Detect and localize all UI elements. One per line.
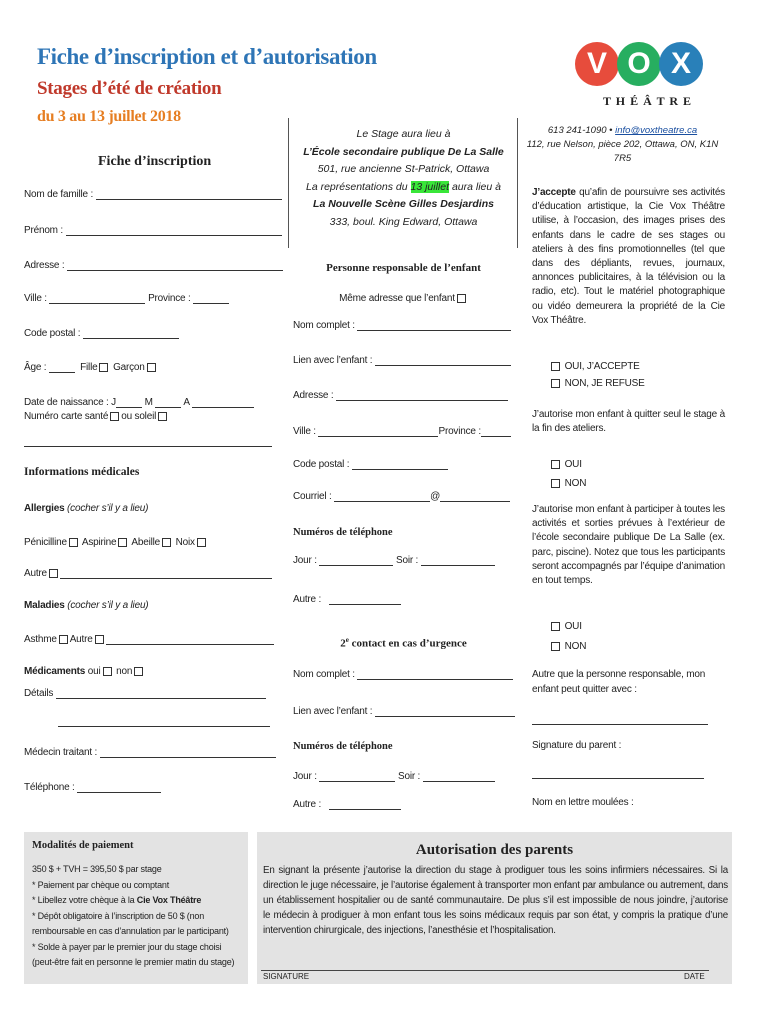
allergies-autre-row	[24, 568, 272, 579]
oui-accepte-checkbox[interactable]	[551, 362, 560, 371]
urg-jour-label: Jour :	[293, 771, 317, 782]
venue-theatre: La Nouvelle Scène Gilles Desjardins	[313, 198, 494, 210]
quitter-seul-options	[549, 455, 586, 493]
urgence-num: 2	[340, 637, 346, 650]
payment-line-cheque	[32, 893, 244, 909]
sorties-non-option	[549, 637, 586, 657]
medecin-field[interactable]	[100, 747, 276, 758]
resp-nom-field[interactable]	[357, 320, 511, 331]
non-refuse-label: NON, JE REFUSE	[564, 378, 645, 389]
venue-show-line	[290, 179, 517, 197]
carte-sante-checkbox[interactable]	[110, 412, 119, 421]
payment-details	[32, 862, 244, 971]
venue-show-a: La représentations du	[306, 180, 411, 193]
nom-famille-row	[24, 189, 282, 200]
accepte-body: qu’afin de poursuivre ses activités d’éducation artistique, la Cie Vox Théâtre utilise, à l’occasion, des images prises des enfants dans le cadre de ses stages ou ateliers à des fins promotionnelles (tel que dans des dépliants, revues, journaux, annonces publicitaires, à la télévision ou la radio, etc). Tout le matériel photographique ou vidéo demeurera la propriété de la Cie Vox Théâtre.	[532, 187, 725, 326]
resp-autre-tel-row	[293, 594, 401, 605]
sorties-non-checkbox[interactable]	[551, 642, 560, 651]
resp-nom-row	[293, 320, 511, 331]
telephone-field[interactable]	[77, 782, 161, 793]
medicaments-non-checkbox[interactable]	[134, 667, 143, 676]
naissance-row	[24, 397, 254, 408]
age-label: Âge :	[24, 362, 47, 373]
nom-famille-label: Nom de famille :	[24, 189, 94, 200]
sorties-oui-checkbox[interactable]	[551, 622, 560, 631]
resp-nom-label: Nom complet :	[293, 320, 355, 331]
quitter-oui-checkbox[interactable]	[551, 460, 560, 469]
resp-ville-row	[293, 426, 511, 437]
adresse-row	[24, 260, 283, 271]
resp-autre-label: Autre :	[293, 594, 322, 605]
carte-sante-field[interactable]	[24, 436, 272, 447]
resp-jour-field[interactable]	[319, 555, 393, 566]
allergies-autre-field[interactable]	[60, 568, 272, 579]
allergies-autre-checkbox[interactable]	[49, 569, 58, 578]
venue-show-date: 13 juillet	[410, 180, 450, 193]
at-sign: @	[430, 491, 441, 502]
venue-divider	[288, 118, 289, 248]
resp-lien-field[interactable]	[375, 355, 511, 366]
authorization-signature-line[interactable]	[261, 970, 709, 971]
urgence-heading	[290, 636, 517, 650]
resp-tel-row	[293, 555, 495, 566]
ville-label: Ville :	[24, 293, 47, 304]
urg-jour-field[interactable]	[319, 771, 395, 782]
nom-famille-field[interactable]	[96, 189, 282, 200]
quitter-non-checkbox[interactable]	[551, 479, 560, 488]
payment-box	[24, 832, 248, 984]
abeille-label: Abeille	[131, 537, 161, 548]
naissance-mois-label: M	[144, 397, 153, 408]
urg-autre-tel-row	[293, 799, 401, 810]
urg-lien-field[interactable]	[375, 706, 515, 717]
urg-autre-label: Autre :	[293, 799, 322, 810]
authorization-signature-label: SIGNATURE	[263, 972, 310, 981]
maladies-autre-label: Autre	[69, 634, 93, 645]
resp-jour-label: Jour :	[293, 555, 317, 566]
urg-tel-heading: Numéros de téléphone	[293, 741, 393, 752]
resp-courriel-label: Courriel :	[293, 491, 332, 502]
signature-parent-field[interactable]	[532, 768, 704, 779]
ville-field[interactable]	[49, 293, 145, 304]
resp-lien-row	[293, 355, 511, 366]
address: 112, rue Nelson, pièce 202, Ottawa, ON, K1N 7R5	[526, 139, 719, 164]
details-label: Détails	[24, 688, 54, 699]
prenom-field[interactable]	[66, 225, 282, 236]
phone: 613 241-1090 •	[547, 125, 616, 136]
maladies-autre-checkbox[interactable]	[95, 635, 104, 644]
payment-line-deposit: * Dépôt obligatoire à l’inscription de 50 $ (non remboursable en cas d’annulation par le participant)	[32, 910, 229, 936]
medicaments-non-label: non	[116, 666, 133, 677]
autre-personne-field[interactable]	[532, 714, 708, 725]
payment-cheque-a: * Libellez votre chèque à la	[32, 895, 137, 905]
sorties-oui-label: OUI	[564, 621, 582, 632]
medicaments-oui-label: oui	[87, 666, 101, 677]
details-row	[24, 688, 266, 699]
prenom-label: Prénom :	[24, 225, 63, 236]
resp-courriel-domain-field[interactable]	[440, 491, 510, 502]
authorization-text: En signant la présente j’autorise la direction du stage à prodiguer tous les soins infirmiers nécessaires. Si la direction le juge nécessaire, je l’autorise également à transporter mon enfant par ambulance ou autrement, dans un établissement hospitalier ou de santé communautaire. De plus s’il est impossible de nous joindre, j’autorise le médecin à prodiguer à mon enfant tous les soins médicaux requis par son état, y compris la pratique d’une intervention chirurgicale, des injections, l’anesthésie et l’hospitalisation.	[263, 865, 728, 936]
logo-subtitle: T H É Â T R E	[603, 94, 693, 108]
resp-soir-label: Soir :	[396, 555, 419, 566]
medicaments-row	[24, 666, 145, 677]
resp-courriel-field[interactable]	[334, 491, 430, 502]
resp-ville-field[interactable]	[318, 426, 438, 437]
oui-accepte-option	[549, 358, 645, 375]
resp-ville-label: Ville :	[293, 426, 316, 437]
venue-divider-right	[517, 118, 518, 248]
venue-address: 501, rue ancienne St-Patrick, Ottawa	[317, 163, 490, 175]
urg-lien-label: Lien avec l’enfant :	[293, 706, 373, 717]
oui-accepte-label: OUI, J’ACCEPTE	[564, 361, 640, 372]
urg-soir-label: Soir :	[398, 771, 421, 782]
meme-adresse-row	[290, 293, 517, 304]
venue-show-c: aura lieu à	[449, 180, 501, 193]
asthme-label: Asthme	[24, 634, 57, 645]
autre-personne-row	[532, 714, 708, 725]
fille-label: Fille	[80, 362, 98, 373]
medicaments-label: Médicaments	[24, 666, 86, 677]
quitter-oui-label: OUI	[564, 459, 582, 470]
sorties-options	[549, 617, 586, 657]
sorties-oui-option	[549, 617, 586, 637]
venue-line: Le Stage aura lieu à	[356, 128, 451, 140]
naissance-label: Date de naissance : J	[24, 397, 116, 408]
resp-soir-field[interactable]	[421, 555, 495, 566]
logo-x: X	[659, 42, 703, 86]
telephone-row	[24, 782, 161, 793]
medecin-row	[24, 747, 276, 758]
code-postal-label: Code postal :	[24, 328, 81, 339]
maladies-hint: (cocher s’il y a lieu)	[67, 600, 149, 611]
naissance-annee-field[interactable]	[192, 397, 254, 408]
maladies-autre-field[interactable]	[106, 634, 274, 645]
abeille-checkbox[interactable]	[162, 538, 171, 547]
naissance-annee-label: A	[183, 397, 190, 408]
carte-sante-label: Numéro carte santé	[24, 411, 109, 422]
noix-label: Noix	[175, 537, 195, 548]
logo-o: O	[617, 42, 661, 86]
resp-autre-field[interactable]	[329, 594, 401, 605]
maladies-label: Maladies	[24, 600, 65, 611]
authorization-box	[257, 832, 732, 984]
venue-school: L’École secondaire publique De La Salle	[303, 145, 504, 158]
soleil-checkbox[interactable]	[158, 412, 167, 421]
inscription-heading: Fiche d’inscription	[98, 154, 212, 169]
aspirine-label: Aspirine	[81, 537, 117, 548]
code-postal-row	[24, 328, 179, 339]
contact-info	[525, 124, 720, 166]
adresse-field[interactable]	[67, 260, 283, 271]
prenom-row	[24, 225, 282, 236]
payment-line-balance: * Solde à payer par le premier jour du stage choisi (peut-être fait en personne le premier matin du stage)	[32, 941, 235, 967]
noix-checkbox[interactable]	[197, 538, 206, 547]
resp-code-field[interactable]	[352, 459, 448, 470]
logo-v: V	[575, 42, 619, 86]
allergies-options	[24, 537, 208, 548]
carte-sante-row	[24, 411, 169, 422]
details-row-2	[58, 716, 270, 727]
accepte-bold: J’accepte	[532, 187, 576, 198]
vox-logo	[573, 36, 723, 116]
authorization-heading: Autorisation des parents	[415, 842, 574, 858]
resp-adresse-row	[293, 390, 508, 401]
medical-heading: Informations médicales	[24, 466, 140, 478]
resp-adresse-field[interactable]	[336, 390, 508, 401]
form-subtitle: Stages d’été de création	[37, 78, 222, 99]
resp-adresse-label: Adresse :	[293, 390, 334, 401]
quitter-non-label: NON	[564, 478, 587, 489]
asthme-checkbox[interactable]	[59, 635, 68, 644]
form-title: Fiche d’inscription et d’autorisation	[37, 44, 377, 69]
urg-tel-row	[293, 771, 495, 782]
maladies-row	[24, 600, 148, 611]
fille-checkbox[interactable]	[99, 363, 108, 372]
penicilline-checkbox[interactable]	[69, 538, 78, 547]
urg-soir-field[interactable]	[423, 771, 495, 782]
garcon-label: Garçon	[113, 362, 145, 373]
urgence-sup: e	[345, 636, 349, 644]
non-refuse-option	[549, 375, 645, 392]
payment-line-price: 350 $ + TVH = 395,50 $ par stage	[32, 864, 162, 874]
signature-parent-row	[532, 768, 704, 779]
age-field[interactable]	[49, 362, 75, 373]
authorization-date-label: DATE	[684, 972, 705, 981]
signature-parent-label: Signature du parent :	[532, 740, 622, 751]
carte-sante-row-2	[24, 436, 272, 447]
naissance-mois-field[interactable]	[155, 397, 181, 408]
asthme-row	[24, 634, 274, 645]
urg-nom-field[interactable]	[357, 669, 513, 680]
urg-nom-label: Nom complet :	[293, 669, 355, 680]
garcon-checkbox[interactable]	[147, 363, 156, 372]
quitter-seul-text: J’autorise mon enfant à quitter seul le stage à la fin des ateliers.	[532, 409, 725, 435]
naissance-jour-field[interactable]	[116, 397, 142, 408]
image-consent-text	[532, 186, 725, 328]
resp-courriel-row	[293, 491, 510, 502]
quitter-oui-option	[549, 455, 586, 474]
meme-adresse-label: Même adresse que l’enfant	[339, 293, 455, 304]
allergies-autre-label: Autre	[24, 568, 47, 579]
payment-cheque-b: Cie Vox Théâtre	[136, 895, 202, 905]
urg-nom-row	[293, 669, 513, 680]
details-field-2[interactable]	[58, 716, 270, 727]
code-postal-field[interactable]	[83, 328, 179, 339]
urg-autre-field[interactable]	[329, 799, 401, 810]
responsable-heading: Personne responsable de l’enfant	[326, 262, 481, 274]
allergies-hint: (cocher s’il y a lieu)	[67, 503, 149, 514]
quitter-non-option	[549, 474, 586, 493]
email-link[interactable]: info@voxtheatre.ca	[615, 125, 698, 136]
ville-row	[24, 293, 229, 304]
venue-theatre-address: 333, boul. King Edward, Ottawa	[329, 215, 478, 228]
resp-code-label: Code postal :	[293, 459, 350, 470]
nom-moulees-label: Nom en lettre moulées :	[532, 797, 634, 808]
resp-province-field[interactable]	[481, 426, 511, 437]
allergies-row	[24, 503, 148, 514]
urgence-heading-text: contact en cas d’urgence	[348, 637, 467, 650]
sorties-text: J’autorise mon enfant à participer à toutes les activités et sorties prévues à l’extérieur de l’école secondaire publique De La Salle (ex. parc, piscine). Notez que tous les participants seront accompagnés par l’équipe d’animation en tout temps.	[532, 504, 725, 587]
non-refuse-checkbox[interactable]	[551, 379, 560, 388]
resp-lien-label: Lien avec l’enfant :	[293, 355, 373, 366]
province-field[interactable]	[193, 293, 229, 304]
details-field[interactable]	[56, 688, 266, 699]
resp-province-label: Province :	[438, 426, 481, 437]
medecin-label: Médecin traitant :	[24, 747, 98, 758]
meme-adresse-checkbox[interactable]	[457, 294, 466, 303]
telephone-label: Téléphone :	[24, 782, 75, 793]
age-row	[24, 362, 158, 373]
allergies-label: Allergies	[24, 503, 65, 514]
adresse-label: Adresse :	[24, 260, 65, 271]
payment-line-method: * Paiement par chèque ou comptant	[32, 879, 169, 890]
image-consent-options	[549, 358, 645, 392]
aspirine-checkbox[interactable]	[118, 538, 127, 547]
resp-code-row	[293, 459, 448, 470]
stage-dates: du 3 au 13 juillet 2018	[37, 108, 181, 125]
payment-heading: Modalités de paiement	[32, 840, 134, 851]
venue-info	[290, 126, 517, 231]
penicilline-label: Pénicilline	[24, 537, 67, 548]
medicaments-oui-checkbox[interactable]	[103, 667, 112, 676]
ou-soleil-label: ou soleil	[121, 411, 157, 422]
resp-tel-heading: Numéros de téléphone	[293, 527, 393, 538]
sorties-non-label: NON	[564, 641, 587, 652]
province-label: Province :	[148, 293, 191, 304]
autre-personne-text: Autre que la personne responsable, mon enfant peut quitter avec :	[532, 669, 706, 695]
urg-lien-row	[293, 706, 515, 717]
